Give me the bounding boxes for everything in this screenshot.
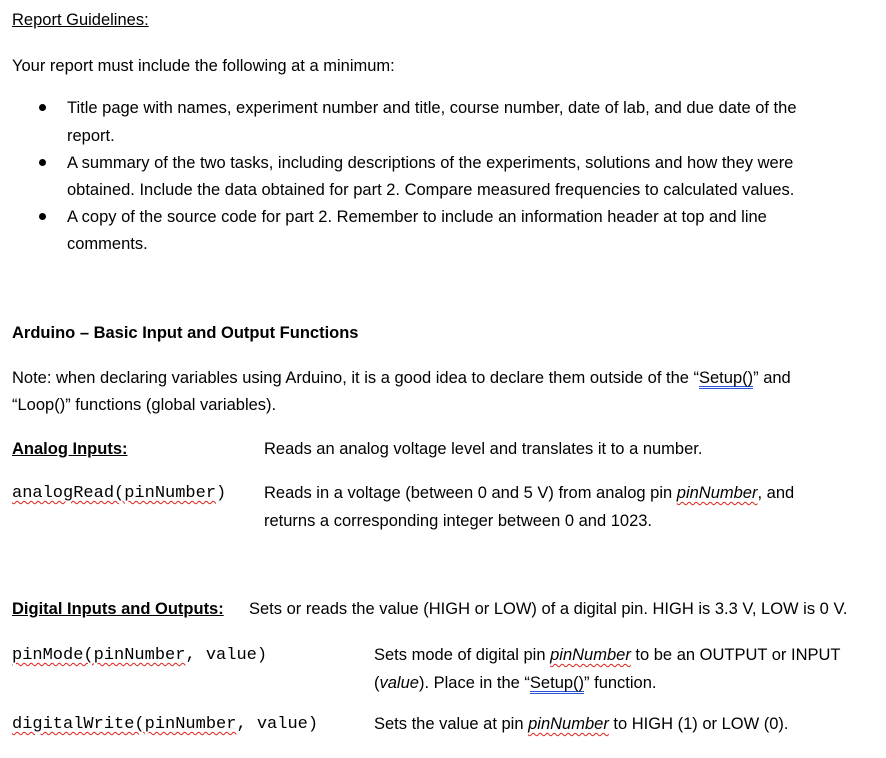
note-setup: Setup() [699,369,754,387]
pinmode-desc-end: ” function. [584,674,657,692]
digitalwrite-name: digitalWrite( [12,715,145,734]
bullet-3-line2: comments. [67,235,148,253]
analogread-desc-prefix: Reads in a voltage (between 0 and 5 V) from analog pin [264,484,677,502]
pinmode-desc-mid: ). Place in the “ [418,674,530,692]
bullet-3-line1: A copy of the source code for part 2. Remember to include an information header at top and line [67,208,767,226]
analogread-desc-param: pinNumber [676,484,758,502]
pinmode-desc-setup: Setup() [529,674,585,692]
analog-description: Reads an analog voltage level and translates it to a number. [264,440,703,458]
digitalwrite-desc [374,715,789,734]
arduino-note-line1 [12,369,791,388]
analogread-function [12,484,226,503]
digital-description: Sets or reads the value (HIGH or LOW) of a digital pin. HIGH is 3.3 V, LOW is 0 V. [249,600,848,618]
digitalwrite-desc-param: pinNumber [528,715,609,733]
bullet-1-line1: Title page with names, experiment number and title, course number, date of lab, and due date of the [67,99,797,117]
pinmode-desc-suffix: to be an OUTPUT or INPUT [630,646,841,664]
report-intro: Your report must include the following at a minimum: [12,57,395,75]
digital-heading: Digital Inputs and Outputs: [12,600,224,618]
digitalwrite-desc-prefix: Sets the value at pin [374,715,529,733]
bullet-dot-1 [39,104,46,111]
report-heading: Report Guidelines: [12,11,149,29]
pinmode-desc-prefix: Sets mode of digital pin [374,646,551,664]
pinmode-param: pinNumber [93,646,186,665]
arduino-note-line2: “Loop()” functions (global variables). [12,396,277,414]
pinmode-desc-param: pinNumber [550,646,631,664]
analogread-name: analogRead( [12,484,125,503]
digitalwrite-param: pinNumber [144,715,237,734]
pinmode-name: pinMode( [12,646,94,665]
pinmode-rest: , value) [185,646,268,665]
analog-heading: Analog Inputs: [12,440,128,458]
analogread-param: pinNumber [124,484,217,503]
pinmode-desc-line2: (value). Place in the “Setup()” function. [374,674,657,692]
bullet-dot-3 [39,213,46,220]
analogread-close: ) [216,484,227,503]
note-prefix: Note: when declaring variables using Arduino, it is a good idea to declare them outside of the “ [12,369,699,387]
digitalwrite-rest: , value) [236,715,319,734]
bullet-2-line1: A summary of the two tasks, including descriptions of the experiments, solutions and how they were [67,154,794,172]
digitalwrite-function [12,715,318,734]
analogread-desc-line1 [264,484,794,503]
bullet-dot-2 [39,159,46,166]
digitalwrite-desc-suffix: to HIGH (1) or LOW (0). [608,715,789,733]
bullet-2-line2: obtained. Include the data obtained for part 2. Compare measured frequencies to calculated values. [67,181,795,199]
analogread-desc-suffix: , and [757,484,795,502]
bullet-1-line2: report. [67,127,115,145]
arduino-heading: Arduino – Basic Input and Output Functions [12,324,359,342]
pinmode-function [12,646,267,665]
pinmode-desc-value: value [379,674,419,692]
note-suffix: ” and [753,369,791,387]
analogread-desc-line2: returns a corresponding integer between 0 and 1023. [264,512,653,530]
pinmode-desc-line1 [374,646,841,665]
